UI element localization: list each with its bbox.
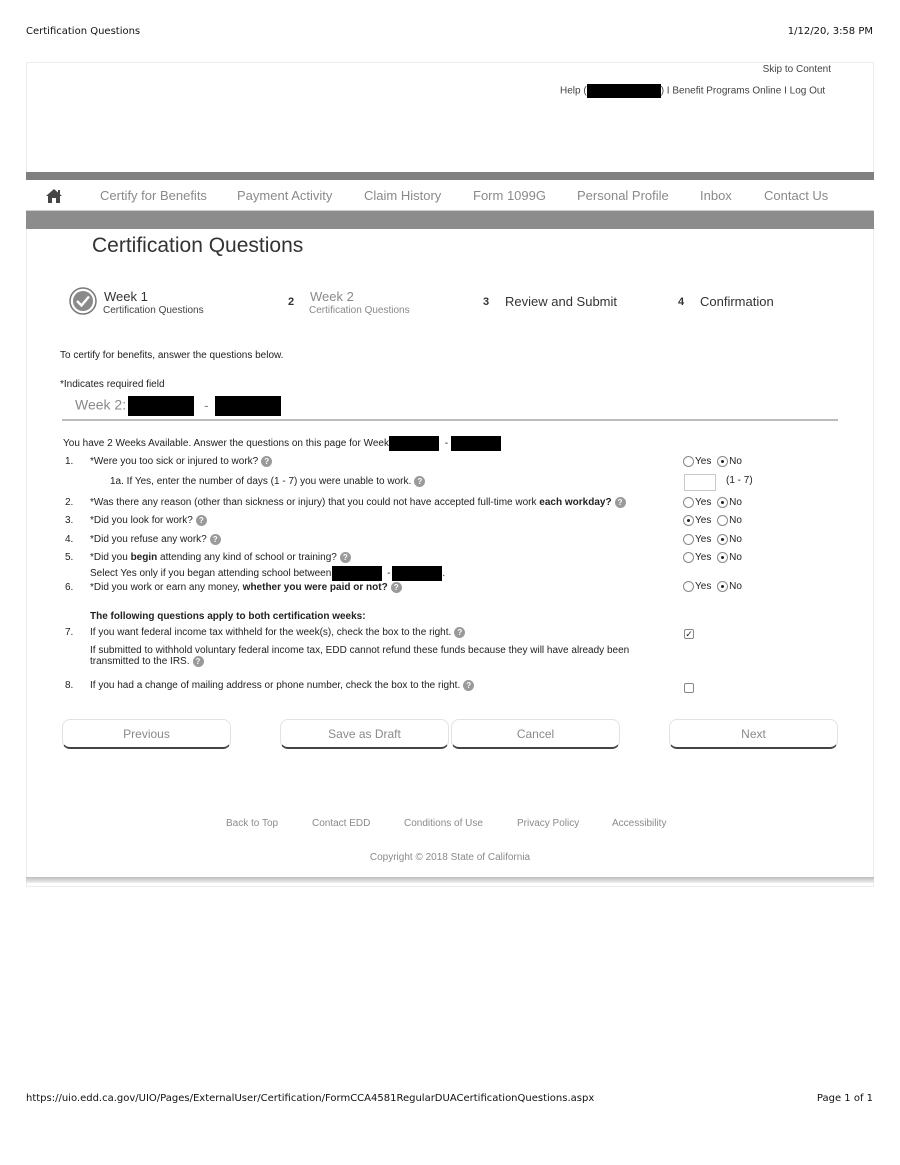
question-3-answer [683, 515, 742, 526]
question-3-number: 3. [65, 515, 74, 526]
question-1-yes-radio[interactable] [683, 456, 694, 467]
redacted-block [392, 566, 442, 581]
question-7-label: If you want federal income tax withheld for the week(s), check the box to the right. [90, 627, 452, 639]
no-label: No [729, 515, 742, 527]
step-complete-check-icon [69, 287, 97, 315]
question-4-no-radio[interactable] [717, 534, 728, 545]
home-icon[interactable] [45, 188, 63, 204]
question-3-no-radio[interactable] [717, 515, 728, 526]
week-label: Week 2: [75, 396, 127, 413]
step-4-num: 4 [678, 296, 685, 308]
question-2-bold: each workday? [539, 497, 612, 509]
yes-label: Yes [695, 534, 712, 546]
no-label: No [729, 456, 742, 468]
question-7-text [90, 627, 465, 638]
week-heading [75, 396, 281, 416]
help-icon[interactable]: ? [261, 456, 272, 467]
question-5-label: *Did you [90, 552, 131, 564]
question-2-no-radio[interactable] [717, 497, 728, 508]
no-label: No [729, 581, 742, 593]
nav-certify-for-benefits[interactable]: Certify for Benefits [100, 188, 207, 203]
step-1-label: Week 1 [104, 289, 148, 304]
intro-text: To certify for benefits, answer the questions below. [60, 350, 284, 361]
question-3-yes-radio[interactable] [683, 515, 694, 526]
question-5-note-separator: - [387, 568, 391, 580]
step-3-label: Review and Submit [505, 294, 617, 309]
question-7-number: 7. [65, 627, 74, 638]
sick-days-range: (1 - 7) [726, 475, 753, 486]
footer-bottom-bar [26, 877, 874, 883]
week-separator: - [204, 396, 209, 413]
sick-days-input[interactable] [684, 474, 716, 491]
question-8-label: If you had a change of mailing address or phone number, check the box to the right. [90, 680, 461, 692]
footer-back-to-top[interactable]: Back to Top [226, 818, 279, 829]
help-icon[interactable]: ? [615, 497, 626, 508]
step-2-num: 2 [288, 296, 295, 308]
help-icon[interactable]: ? [193, 656, 204, 667]
available-weeks-text [63, 436, 501, 451]
no-label: No [729, 552, 742, 564]
footer-privacy-policy[interactable]: Privacy Policy [517, 818, 580, 829]
yes-label: Yes [695, 552, 712, 564]
skip-to-content-link[interactable]: Skip to Content [762, 64, 831, 75]
available-separator: - [444, 438, 449, 450]
question-6-answer [683, 581, 742, 592]
question-6-text [90, 582, 402, 593]
step-4-label: Confirmation [700, 294, 774, 309]
question-5-label-end: attending any kind of school or training? [157, 552, 337, 564]
previous-button[interactable]: Previous [62, 719, 231, 749]
step-2-sub: Certification Questions [309, 305, 410, 316]
nav-inbox[interactable]: Inbox [700, 188, 732, 203]
question-4-label: *Did you refuse any work? [90, 534, 207, 546]
help-icon[interactable]: ? [196, 515, 207, 526]
print-footer-url: https://uio.edd.ca.gov/UIO/Pages/ExternalUser/Certification/FormCCA4581RegularDUACertificationQuestions.aspx [26, 1093, 595, 1104]
question-1a-text [110, 476, 425, 487]
redacted-block [128, 396, 194, 416]
withhold-tax-checkbox[interactable]: ✓ [685, 629, 693, 639]
nav-claim-history[interactable]: Claim History [364, 188, 442, 203]
available-text: You have 2 Weeks Available. Answer the questions on this page for Week [63, 438, 389, 450]
step-3-num: 3 [483, 296, 490, 308]
yes-label: Yes [695, 515, 712, 527]
help-icon[interactable]: ? [463, 680, 474, 691]
question-6-bold: whether you were paid or not? [242, 582, 388, 594]
main-nav [26, 180, 874, 211]
print-header-datetime: 1/12/20, 3:58 PM [787, 26, 873, 37]
yes-label: Yes [695, 581, 712, 593]
help-icon[interactable]: ? [210, 534, 221, 545]
question-1-no-radio[interactable] [717, 456, 728, 467]
question-5-answer [683, 552, 742, 563]
question-5-text [90, 552, 351, 563]
question-2-label: *Was there any reason (other than sickness or injury) that you could not have accepted full-time work [90, 497, 540, 509]
question-2-text [90, 497, 626, 508]
nav-top-bar [26, 172, 874, 180]
question-3-label: *Did you look for work? [90, 515, 193, 527]
question-7-note: If submitted to withhold voluntary federal income tax, EDD cannot refund these funds because they will have already been [90, 645, 630, 656]
next-button[interactable]: Next [669, 719, 838, 749]
question-1-label: *Were you too sick or injured to work? [90, 456, 259, 468]
benefit-logout-links[interactable]: ) I Benefit Programs Online I Log Out [660, 85, 826, 97]
question-2-answer [683, 497, 742, 508]
utility-links [560, 84, 825, 98]
required-note: *Indicates required field [60, 379, 165, 390]
question-5-note [90, 566, 445, 581]
nav-form-1099g[interactable]: Form 1099G [473, 188, 546, 203]
question-7-note-2-text: transmitted to the IRS. [90, 656, 190, 668]
nav-personal-profile[interactable]: Personal Profile [577, 188, 669, 203]
question-5-bold: begin [130, 552, 158, 564]
print-header-title: Certification Questions [26, 26, 141, 37]
footer-accessibility[interactable]: Accessibility [612, 818, 667, 829]
question-2-yes-radio[interactable] [683, 497, 694, 508]
question-7-note-2 [90, 656, 204, 667]
help-icon[interactable]: ? [414, 476, 425, 487]
question-1-answer [683, 456, 742, 467]
yes-label: Yes [695, 456, 712, 468]
question-6-label: *Did you work or earn any money, [90, 582, 243, 594]
question-6-yes-radio[interactable] [683, 581, 694, 592]
help-icon[interactable]: ? [454, 627, 465, 638]
both-weeks-heading: The following questions apply to both certification weeks: [90, 611, 366, 622]
print-footer-page: Page 1 of 1 [816, 1093, 873, 1104]
nav-bottom-bar [26, 211, 874, 229]
redacted-block [451, 436, 501, 451]
question-2-number: 2. [65, 497, 74, 508]
question-6-no-radio[interactable] [717, 581, 728, 592]
footer-contact-edd[interactable]: Contact EDD [312, 818, 371, 829]
question-4-yes-radio[interactable] [683, 534, 694, 545]
question-3-text [90, 515, 207, 526]
step-1-sub: Certification Questions [103, 305, 204, 316]
question-6-number: 6. [65, 582, 74, 593]
save-as-draft-button[interactable]: Save as Draft [280, 719, 449, 749]
nav-contact-us[interactable]: Contact Us [764, 188, 829, 203]
question-5-yes-radio[interactable] [683, 552, 694, 563]
question-4-number: 4. [65, 534, 74, 545]
question-1-text [90, 456, 272, 467]
redacted-block [587, 84, 661, 98]
question-5-number: 5. [65, 552, 74, 563]
no-label: No [729, 534, 742, 546]
question-4-answer [683, 534, 742, 545]
question-5-note-text: Select Yes only if you began attending school between [90, 568, 332, 580]
address-change-checkbox[interactable] [684, 683, 694, 693]
question-8-text [90, 680, 474, 691]
week-divider [62, 419, 838, 421]
help-link[interactable]: Help ( [560, 85, 587, 97]
step-2-label: Week 2 [310, 289, 354, 304]
redacted-block [215, 396, 281, 416]
nav-payment-activity[interactable]: Payment Activity [237, 188, 333, 203]
question-8-number: 8. [65, 680, 74, 691]
question-4-text [90, 534, 221, 545]
help-icon[interactable]: ? [340, 552, 351, 563]
no-label: No [729, 497, 742, 509]
redacted-block [332, 566, 382, 581]
question-5-note-end: . [442, 568, 446, 580]
copyright: Copyright © 2018 State of California [369, 852, 531, 863]
cancel-button[interactable]: Cancel [451, 719, 620, 749]
question-5-no-radio[interactable] [717, 552, 728, 563]
page-title: Certification Questions [92, 234, 304, 257]
question-1a-label: 1a. If Yes, enter the number of days (1 - 7) you were unable to work. [110, 476, 412, 488]
redacted-block [389, 436, 439, 451]
question-1-number: 1. [65, 456, 74, 467]
help-icon[interactable]: ? [391, 582, 402, 593]
yes-label: Yes [695, 497, 712, 509]
footer-conditions-of-use[interactable]: Conditions of Use [404, 818, 483, 829]
